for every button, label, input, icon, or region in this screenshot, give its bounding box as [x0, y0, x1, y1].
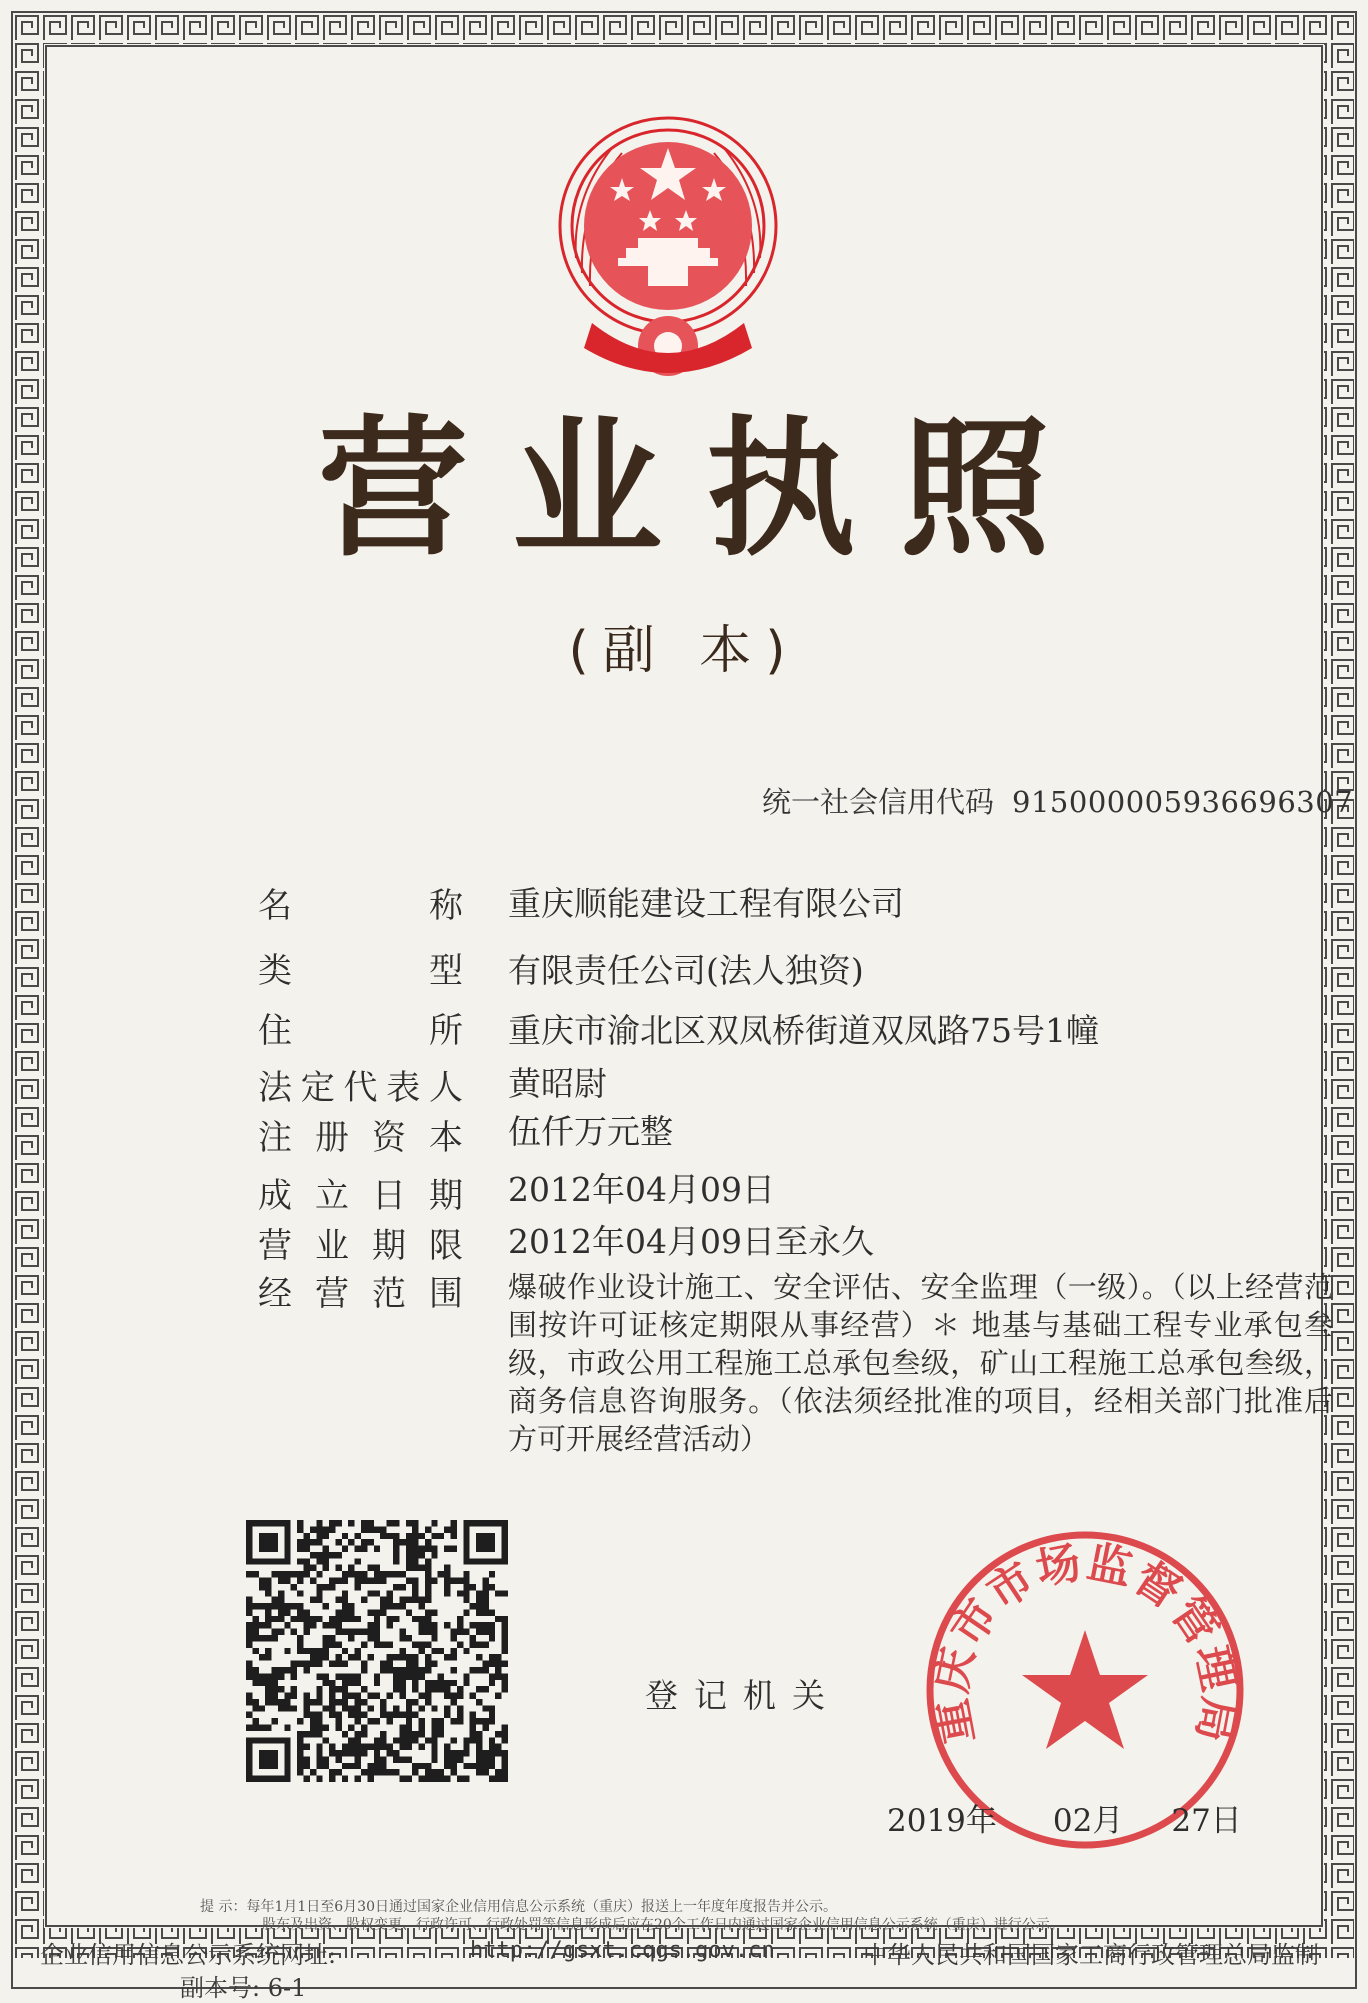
type-label: 类型: [258, 951, 463, 991]
term-label: 营业期限: [258, 1226, 463, 1266]
notice-line-1: 提 示：每年1月1日至6月30日通过国家企业信用信息公示系统（重庆）报送上一年度年度报告并公示。: [200, 1899, 837, 1915]
type-value: 有限责任公司(法人独资): [508, 951, 864, 990]
term-value: 2012年04月09日至永久: [508, 1222, 874, 1261]
license-subtitle: (副 本): [568, 621, 800, 681]
scope-label: 经营范围: [258, 1274, 463, 1314]
supervisor-note: 中华人民共和国国家工商行政管理总局监制: [863, 1941, 1319, 1969]
name-value: 重庆顺能建设工程有限公司: [508, 884, 904, 923]
legal-rep-value: 黄昭尉: [508, 1064, 607, 1103]
issue-month: 02月: [1052, 1803, 1124, 1839]
system-url[interactable]: http://gsxt.cqgs.gov.cn: [470, 1938, 775, 1963]
scope-value: 爆破作业设计施工、安全评估、安全监理（一级）。（以上经营范围按许可证核定期限从事经营）＊ 地基与基础工程专业承包叁级，市政公用工程施工总承包叁级，矿山工程施工总承包叁级，商务信息咨询服务。（依法须经批准的项目，经相关部门批准后方可开展经营活动）: [508, 1270, 1333, 1456]
issue-day: 27日: [1171, 1803, 1242, 1839]
notice-line-2: 股东及出资、股权变更、行政许可、行政处罚等信息形成后应在20个工作日内通过国家企业信用信息公示系统（重庆）进行公示。: [262, 1917, 1064, 1933]
credit-code-value: 915000005936696307: [1012, 785, 1354, 819]
legal-rep-label: 法定代表人: [258, 1068, 463, 1108]
national-emblem: [552, 108, 784, 394]
established-label: 成立日期: [258, 1176, 463, 1216]
name-label: 名称: [258, 886, 463, 926]
seal-text: 重庆市市场监督管理局: [925, 1536, 1245, 1748]
copy-number: 副本号: 6-1: [180, 1974, 307, 2002]
registration-authority-label: 登记机关: [645, 1676, 841, 1715]
license-title: 营业执照: [317, 403, 1094, 577]
system-url-label: 企业信用信息公示系统网址:: [40, 1941, 337, 1969]
capital-label: 注册资本: [258, 1118, 463, 1158]
credit-code-row: [762, 780, 1353, 821]
established-value: 2012年04月09日: [508, 1170, 775, 1209]
issue-date: [887, 1795, 1242, 1840]
issue-year: 2019年: [887, 1803, 997, 1839]
qr-code[interactable]: [246, 1520, 508, 1782]
capital-value: 伍仟万元整: [508, 1112, 673, 1151]
address-value: 重庆市渝北区双凤桥街道双凤路75号1幢: [508, 1011, 1099, 1050]
address-label: 住所: [258, 1011, 463, 1051]
credit-code-label: 统一社会信用代码: [762, 785, 995, 819]
